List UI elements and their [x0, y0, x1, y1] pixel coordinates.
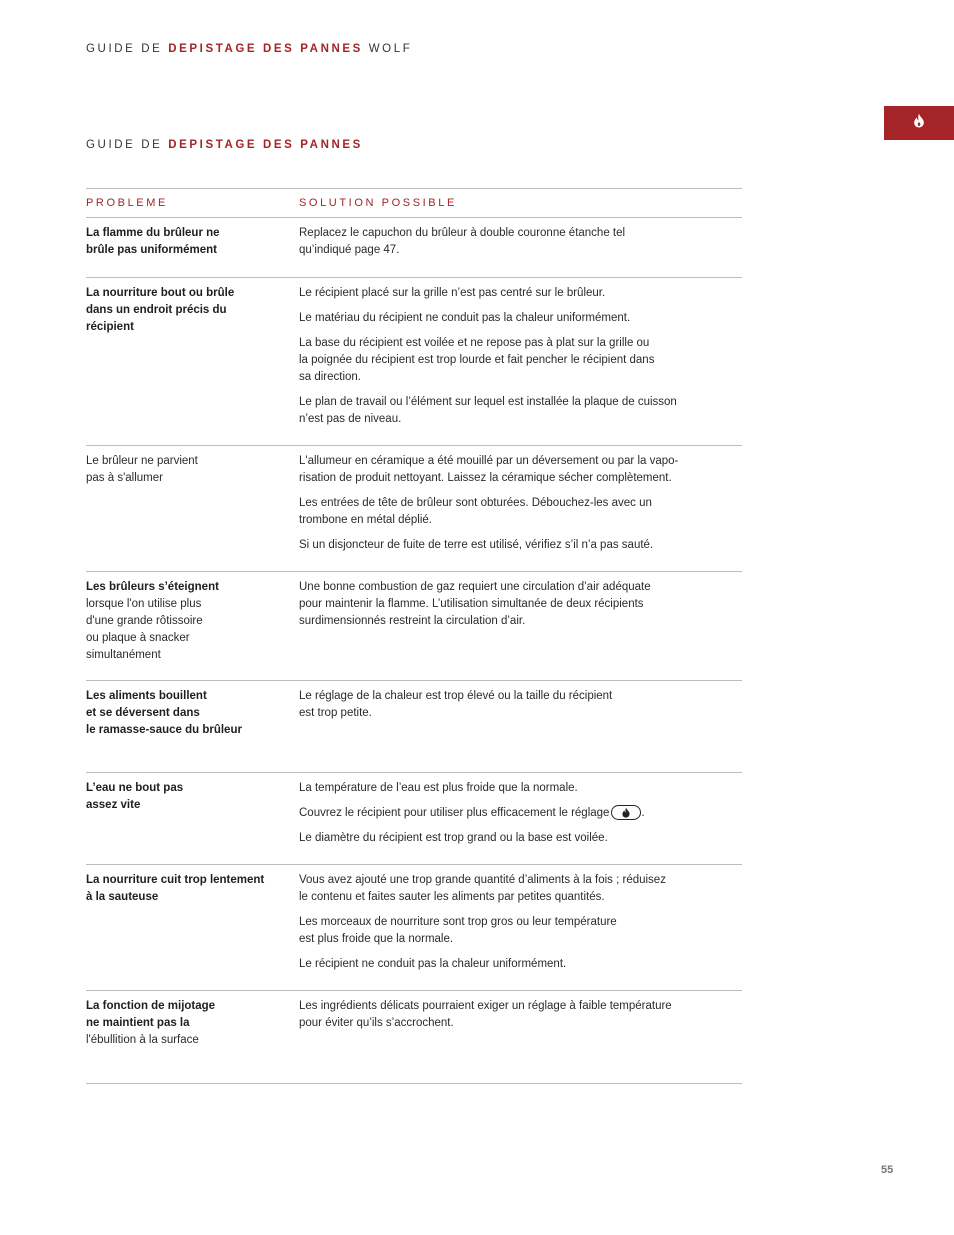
solution-line: Le diamètre du récipient est trop grand ou la base est voilée.	[299, 832, 608, 844]
solution-line: sa direction.	[299, 371, 362, 383]
solution-line: le contenu et faites sauter les aliments par petites quantités.	[299, 891, 605, 903]
section-title-prefix: GUIDE DE	[86, 139, 163, 151]
table-body	[86, 218, 742, 1084]
problem-line: Les brûleurs s’éteignent	[86, 581, 219, 593]
problem-cell	[86, 572, 299, 680]
problem-line: le ramasse-sauce du brûleur	[86, 724, 242, 736]
table-row	[86, 681, 742, 773]
problem-line: et se déversent dans	[86, 707, 200, 719]
problem-line: d'une grande rôtissoire	[86, 615, 203, 627]
solution-cell	[299, 991, 742, 1083]
solution-paragraph: Couvrez le récipient pour utiliser plus efficacement le réglage .	[299, 807, 645, 819]
solution-line: pour maintenir la flamme. L’utilisation simultanée de deux récipients	[299, 598, 644, 610]
problem-line: La flamme du brûleur ne	[86, 227, 220, 239]
flame-knob-icon	[611, 805, 641, 820]
solution-line: Le récipient placé sur la grille n’est pas centré sur le brûleur.	[299, 287, 606, 299]
problem-line: récipient	[86, 321, 134, 333]
solution-line: Le récipient ne conduit pas la chaleur uniformément.	[299, 958, 567, 970]
problem-line: Les aliments bouillent	[86, 690, 207, 702]
solution-line: Couvrez le récipient pour utiliser plus efficacement le réglage	[299, 807, 610, 819]
solution-line: Le plan de travail ou l’élément sur lequel est installée la plaque de cuisson	[299, 396, 677, 408]
problem-line: L’eau ne bout pas	[86, 782, 184, 794]
solution-line: risation de produit nettoyant. Laissez la céramique sécher complètement.	[299, 472, 672, 484]
problem-line: ne maintient pas la	[86, 1017, 190, 1029]
solution-paragraph	[299, 872, 742, 906]
problem-line: La nourriture bout ou brûle	[86, 287, 235, 299]
problem-line: brûle pas uniformément	[86, 244, 217, 256]
solution-paragraph	[299, 335, 742, 386]
solution-paragraph	[299, 537, 742, 554]
solution-line: Les morceaux de nourriture sont trop gros ou leur température	[299, 916, 617, 928]
solution-paragraph	[299, 285, 742, 302]
problem-line: La nourriture cuit trop lentement	[86, 874, 265, 886]
solution-cell	[299, 278, 742, 445]
problem-line: simultanément	[86, 649, 161, 661]
problem-line: dans un endroit précis du	[86, 304, 227, 316]
running-head	[86, 43, 412, 55]
solution-line: Vous avez ajouté une trop grande quantité d’aliments à la fois ; réduisez	[299, 874, 666, 886]
table-row	[86, 278, 742, 446]
table-row	[86, 218, 742, 278]
table-row	[86, 773, 742, 865]
problem-cell	[86, 218, 299, 277]
table-row	[86, 572, 742, 681]
solution-paragraph	[299, 394, 742, 428]
solution-line: La température de l’eau est plus froide que la normale.	[299, 782, 578, 794]
solution-line: trombone en métal déplié.	[299, 514, 432, 526]
solution-paragraph	[299, 579, 742, 630]
solution-line: La base du récipient est voilée et ne repose pas à plat sur la grille ou	[299, 337, 650, 349]
solution-line: L'allumeur en céramique a été mouillé par un déversement ou par la vapo-	[299, 455, 679, 467]
problem-cell	[86, 865, 299, 990]
problem-line: ou plaque à snacker	[86, 632, 190, 644]
flame-icon	[913, 113, 925, 133]
problem-line: Le brûleur ne parvient	[86, 455, 198, 467]
solution-line: n’est pas de niveau.	[299, 413, 402, 425]
solution-paragraph	[299, 914, 742, 948]
running-head-suffix: WOLF	[368, 43, 413, 55]
solution-line: Les entrées de tête de brûleur sont obturées. Débouchez-les avec un	[299, 497, 652, 509]
header-solution: SOLUTION POSSIBLE	[299, 197, 457, 209]
solution-line: qu’indiqué page 47.	[299, 244, 400, 256]
section-title	[86, 139, 363, 151]
table-row	[86, 991, 742, 1084]
troubleshooting-table	[86, 188, 742, 1084]
solution-cell	[299, 218, 742, 277]
problem-cell	[86, 991, 299, 1083]
solution-line: Si un disjoncteur de fuite de terre est utilisé, vérifiez s’il n’a pas sauté.	[299, 539, 654, 551]
solution-cell	[299, 446, 742, 571]
running-head-accent: DEPISTAGE DES PANNES	[168, 43, 363, 55]
table-header	[86, 189, 742, 218]
solution-cell	[299, 681, 742, 772]
section-title-accent: DEPISTAGE DES PANNES	[168, 139, 363, 151]
solution-line: Le réglage de la chaleur est trop élevé ou la taille du récipient	[299, 690, 613, 702]
solution-paragraph	[299, 310, 742, 327]
solution-cell	[299, 865, 742, 990]
solution-paragraph	[299, 225, 742, 259]
problem-cell	[86, 278, 299, 445]
solution-line: Une bonne combustion de gaz requiert une circulation d’air adéquate	[299, 581, 651, 593]
problem-line: lorsque l'on utilise plus	[86, 598, 202, 610]
solution-line: Replacez le capuchon du brûleur à double couronne étanche tel	[299, 227, 626, 239]
table-row	[86, 865, 742, 991]
problem-cell	[86, 446, 299, 571]
solution-line: est plus froide que la normale.	[299, 933, 454, 945]
problem-line: pas à s'allumer	[86, 472, 163, 484]
solution-line: la poignée du récipient est trop lourde et fait pencher le récipient dans	[299, 354, 655, 366]
section-tab	[884, 106, 954, 140]
solution-paragraph	[299, 453, 742, 487]
page-number: 55	[881, 1164, 894, 1176]
solution-paragraph	[299, 956, 742, 973]
solution-paragraph	[299, 830, 742, 847]
solution-line: pour éviter qu’ils s’accrochent.	[299, 1017, 454, 1029]
header-problem: PROBLEME	[86, 197, 168, 209]
solution-line: Le matériau du récipient ne conduit pas la chaleur uniformément.	[299, 312, 631, 324]
solution-paragraph	[299, 998, 742, 1032]
solution-paragraph	[299, 780, 742, 797]
problem-cell	[86, 773, 299, 864]
solution-line: est trop petite.	[299, 707, 372, 719]
problem-line: La fonction de mijotage	[86, 1000, 216, 1012]
solution-line: Les ingrédients délicats pourraient exiger un réglage à faible température	[299, 1000, 672, 1012]
solution-cell	[299, 773, 742, 864]
solution-cell	[299, 572, 742, 680]
running-head-prefix: GUIDE DE	[86, 43, 163, 55]
problem-line: assez vite	[86, 799, 141, 811]
problem-line: à la sauteuse	[86, 891, 159, 903]
solution-paragraph	[299, 495, 742, 529]
problem-cell	[86, 681, 299, 772]
table-row	[86, 446, 742, 572]
solution-line: surdimensionnés restreint la circulation d’air.	[299, 615, 526, 627]
problem-line: l'ébullition à la surface	[86, 1034, 199, 1046]
solution-paragraph	[299, 688, 742, 722]
